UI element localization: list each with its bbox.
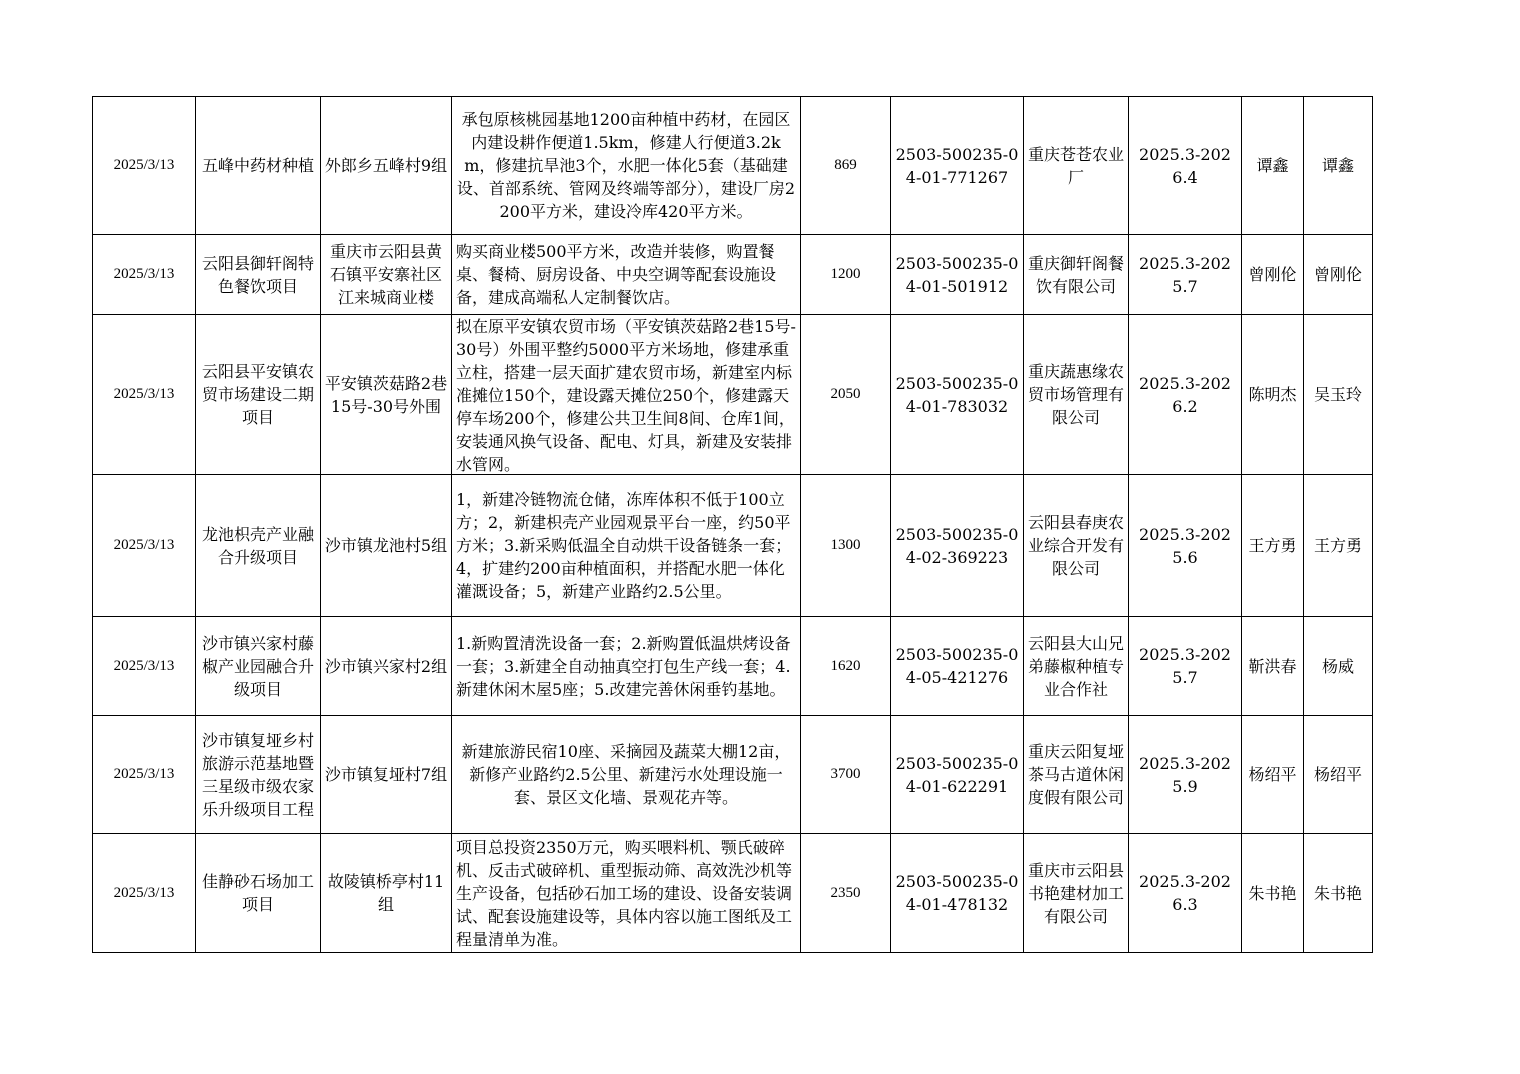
content-cell: 1.新购置清洗设备一套；2.新购置低温烘烤设备一套；3.新建全自动抽真空打包生产线一套；4.新建休闲木屋5座；5.改建完善休闲垂钓基地。 (452, 617, 801, 716)
code-cell: 2503-500235-04-01-622291 (891, 716, 1024, 834)
table-row (93, 475, 1373, 617)
date-cell: 2025/3/13 (93, 716, 196, 834)
period-cell: 2025.3-2026.4 (1129, 97, 1242, 235)
investment-cell: 2350 (801, 834, 891, 953)
table-row (93, 617, 1373, 716)
investment-cell: 3700 (801, 716, 891, 834)
project-name-cell: 五峰中药材种植 (196, 97, 321, 235)
person2-cell: 杨威 (1304, 617, 1373, 716)
person1-cell: 朱书艳 (1242, 834, 1304, 953)
location-cell: 沙市镇龙池村5组 (321, 475, 452, 617)
person2-cell: 吴玉玲 (1304, 315, 1373, 475)
location-cell (321, 235, 452, 315)
content-text: 购买商业楼500平方米，改造并装修，购置餐桌、餐椅、厨房设备、中央空调等配套设施设备，建成高端私人定制餐饮店。 (456, 242, 777, 307)
person2-cell: 谭鑫 (1304, 97, 1373, 235)
company-cell: 重庆市云阳县书艳建材加工有限公司 (1024, 834, 1129, 953)
table-row (93, 97, 1373, 235)
period-cell: 2025.3-2025.6 (1129, 475, 1242, 617)
content-text: 承包原核桃园基地1200亩种植中药材，在园区内建设耕作便道1.5km，修建人行便道3.2km，修建抗旱池3个，水肥一体化5套（基础建设、首部系统、管网及终端等部分），建设厂房2200平方米，建设冷库420平方米。 (456, 110, 796, 221)
project-table (92, 96, 1373, 953)
table-row (93, 315, 1373, 475)
project-name-cell: 沙市镇兴家村藤椒产业园融合升级项目 (196, 617, 321, 716)
code-cell: 2503-500235-04-01-501912 (891, 235, 1024, 315)
investment-cell: 1300 (801, 475, 891, 617)
project-name-cell (196, 716, 321, 834)
person1-cell: 杨绍平 (1242, 716, 1304, 834)
content-text: 拟在原平安镇农贸市场（平安镇茨菇路2巷15号-30号）外围平整约5000平方米场地，修建承重立柱，搭建一层天面扩建农贸市场，新建室内标准摊位150个，建设露天摊位250个，修建露天停车场200个，修建公共卫生间8间、仓库1间，安装通风换气设备、配电、灯具，新建及安装排水管网。 (456, 317, 796, 474)
company-cell: 重庆云阳复垭茶马古道休闲度假有限公司 (1024, 716, 1129, 834)
project-name-text: 沙市镇复垭乡村旅游示范基地暨三星级市级农家乐升级项目工程 (201, 730, 314, 819)
date-cell: 2025/3/13 (93, 617, 196, 716)
period-cell: 2025.3-2025.7 (1129, 235, 1242, 315)
date-cell: 2025/3/13 (93, 235, 196, 315)
table-row (93, 235, 1373, 315)
period-cell: 2025.3-2026.2 (1129, 315, 1242, 475)
period-cell: 2025.3-2025.9 (1129, 716, 1242, 834)
date-cell: 2025/3/13 (93, 834, 196, 953)
code-cell: 2503-500235-04-01-783032 (891, 315, 1024, 475)
project-name-cell: 龙池枳壳产业融合升级项目 (196, 475, 321, 617)
person1-cell: 靳洪春 (1242, 617, 1304, 716)
person2-cell: 朱书艳 (1304, 834, 1373, 953)
investment-cell: 869 (801, 97, 891, 235)
period-cell: 2025.3-2025.7 (1129, 617, 1242, 716)
location-cell: 外郎乡五峰村9组 (321, 97, 452, 235)
content-cell (452, 475, 801, 617)
content-cell (452, 235, 801, 315)
project-name-cell: 佳静砂石场加工项目 (196, 834, 321, 953)
investment-cell: 1620 (801, 617, 891, 716)
code-cell: 2503-500235-04-01-478132 (891, 834, 1024, 953)
company-cell: 重庆御轩阁餐饮有限公司 (1024, 235, 1129, 315)
person1-cell: 曾刚伦 (1242, 235, 1304, 315)
code-cell: 2503-500235-04-02-369223 (891, 475, 1024, 617)
company-cell: 重庆蔬惠缘农贸市场管理有限公司 (1024, 315, 1129, 475)
investment-cell: 2050 (801, 315, 891, 475)
period-cell: 2025.3-2026.3 (1129, 834, 1242, 953)
table-row (93, 834, 1373, 953)
location-text: 重庆市云阳县黄石镇平安寨社区江来城商业楼 (329, 242, 442, 307)
location-cell: 沙市镇兴家村2组 (321, 617, 452, 716)
person1-cell: 谭鑫 (1242, 97, 1304, 235)
date-cell: 2025/3/13 (93, 475, 196, 617)
project-name-cell: 云阳县平安镇农贸市场建设二期项目 (196, 315, 321, 475)
company-cell: 云阳县春庚农业综合开发有限公司 (1024, 475, 1129, 617)
person2-cell: 曾刚伦 (1304, 235, 1373, 315)
location-cell: 平安镇茨菇路2巷15号-30号外围 (321, 315, 452, 475)
date-cell: 2025/3/13 (93, 315, 196, 475)
location-cell: 故陵镇桥亭村11组 (321, 834, 452, 953)
project-name-cell: 云阳县御轩阁特色餐饮项目 (196, 235, 321, 315)
content-text: 项目总投资2350万元，购买喂料机、颚氏破碎机、反击式破碎机、重型振动筛、高效洗沙机等生产设备，包括砂石加工场的建设、设备安装调试、配套设施建设等，具体内容以施工图纸及工程量清单为准。 (456, 837, 793, 949)
code-cell: 2503-500235-04-05-421276 (891, 617, 1024, 716)
person2-cell: 王方勇 (1304, 475, 1373, 617)
content-cell (452, 97, 801, 235)
content-cell (452, 315, 801, 475)
person1-cell: 王方勇 (1242, 475, 1304, 617)
person2-cell: 杨绍平 (1304, 716, 1373, 834)
table-row (93, 716, 1373, 834)
company-cell: 云阳县大山兄弟藤椒种植专业合作社 (1024, 617, 1129, 716)
person1-cell: 陈明杰 (1242, 315, 1304, 475)
content-cell (452, 834, 801, 953)
investment-cell: 1200 (801, 235, 891, 315)
company-cell: 重庆苍苍农业厂 (1024, 97, 1129, 235)
content-text: 1，新建冷链物流仓储，冻库体积不低于100立方；2，新建枳壳产业园观景平台一座，约50平方米；3.新采购低温全自动烘干设备链条一套；4，扩建约200亩种植面积，并搭配水肥一体化灌溉设备；5，新建产业路约2.5公里。 (456, 490, 792, 601)
date-cell: 2025/3/13 (93, 97, 196, 235)
content-cell: 新建旅游民宿10座、采摘园及蔬菜大棚12亩，新修产业路约2.5公里、新建污水处理设施一套、景区文化墙、景观花卉等。 (452, 716, 801, 834)
code-cell: 2503-500235-04-01-771267 (891, 97, 1024, 235)
location-cell: 沙市镇复垭村7组 (321, 716, 452, 834)
